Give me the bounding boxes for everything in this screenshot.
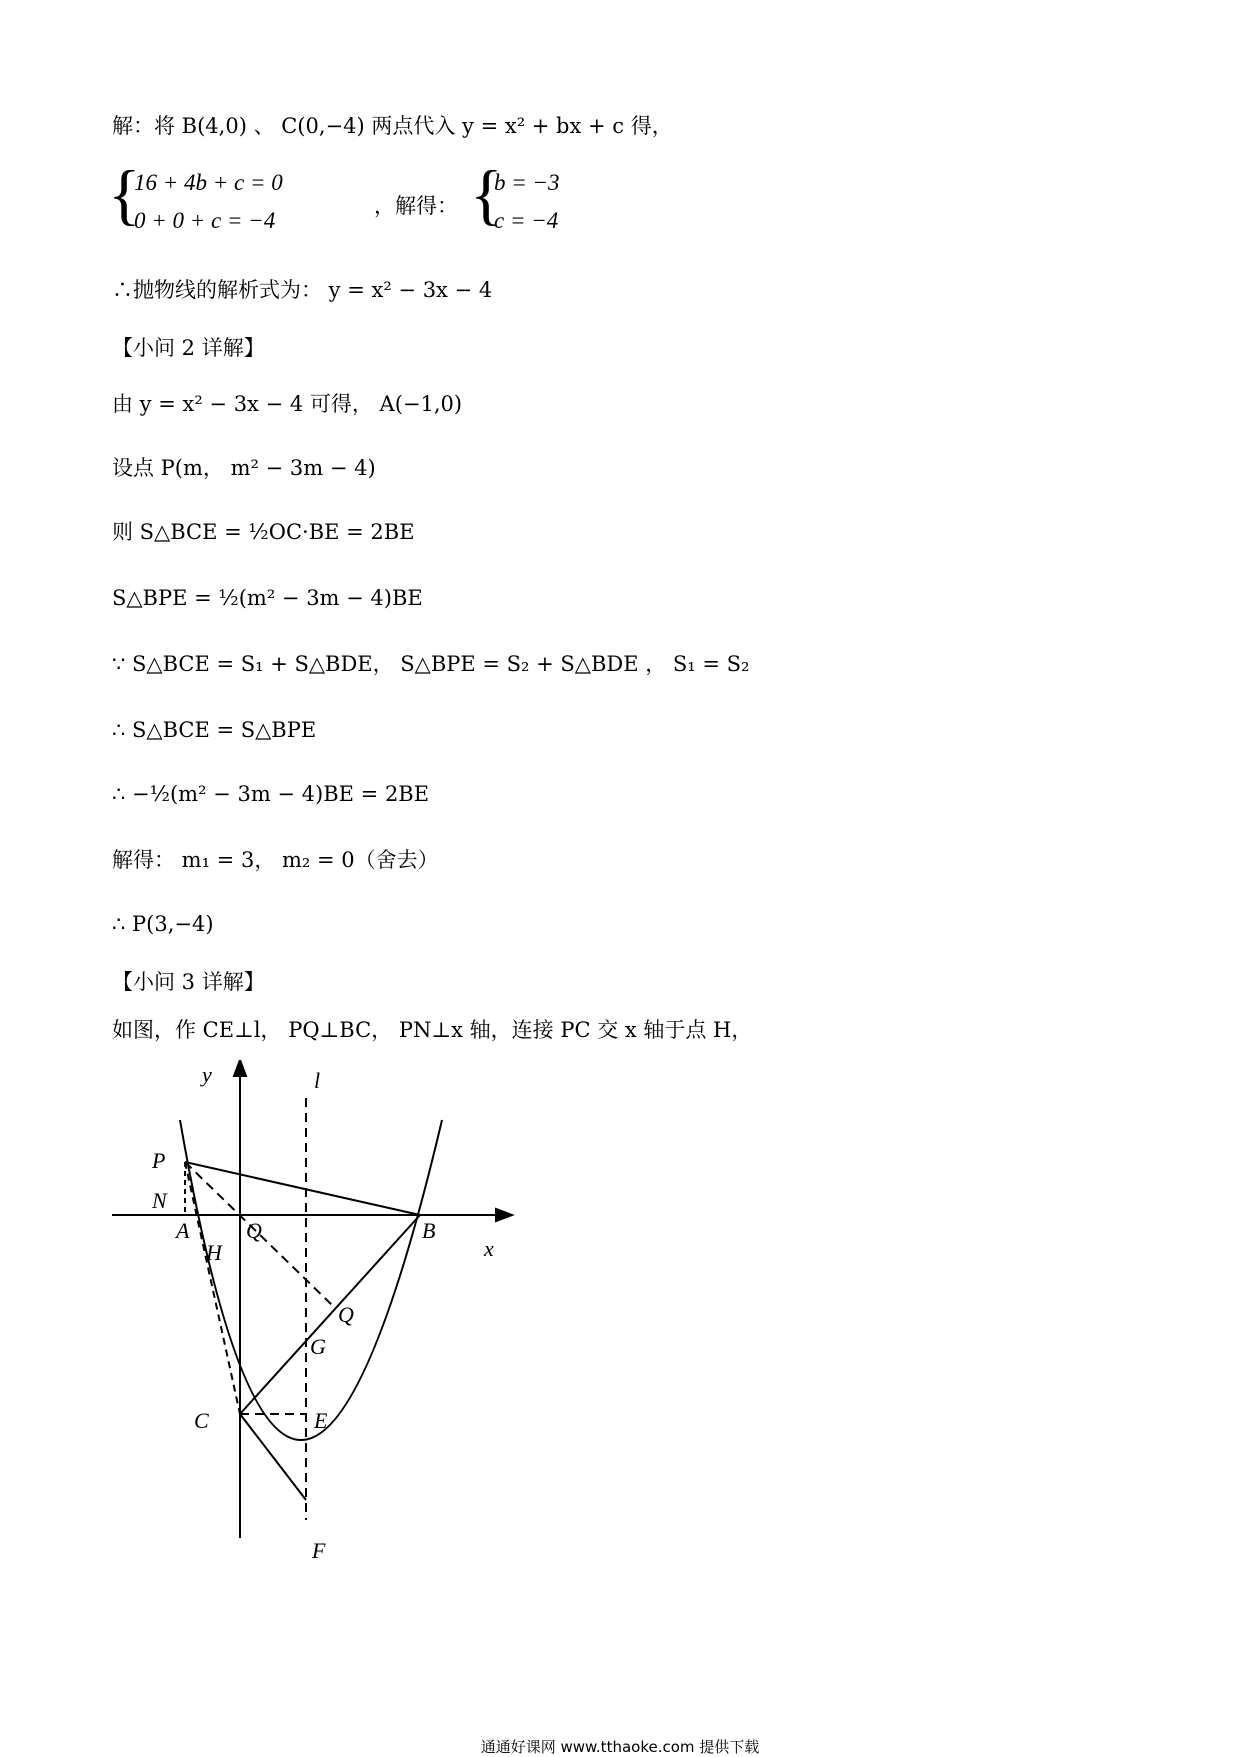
label-n: N: [152, 1188, 167, 1213]
system-solve-label: ，解得：: [374, 194, 458, 218]
point-p-line: 设点 P(m， m² − 3m − 4): [112, 456, 376, 480]
label-a: A: [176, 1218, 190, 1243]
x-axis-arrow: [496, 1209, 512, 1221]
equation-line: ∴ −½(m² − 3m − 4)BE = 2BE: [112, 782, 430, 806]
label-e: E: [314, 1408, 328, 1433]
system-eq-2: 0 + 0 + c = −4: [134, 208, 276, 233]
construction-line: 如图，作 CE⊥l， PQ⊥BC， PN⊥x 轴，连接 PC 交 x 轴于点 H，: [112, 1018, 753, 1042]
area-relation-line: ∵ S△BCE = S₁ + S△BDE， S△BPE = S₂ + S△BDE ， S₁ = S₂: [112, 652, 750, 676]
label-b: B: [422, 1218, 436, 1243]
label-c: C: [194, 1408, 209, 1433]
label-l: l: [314, 1068, 321, 1093]
section-heading-3: 【小问 3 详解】: [112, 970, 265, 994]
label-h: H: [206, 1240, 222, 1265]
left-brace-1: {: [108, 156, 141, 232]
segment-pb: [185, 1162, 420, 1215]
roots-line: 解得： m₁ = 3， m₂ = 0（舍去）: [112, 848, 439, 872]
label-y: y: [202, 1062, 212, 1087]
segment-bc: [240, 1215, 420, 1414]
parabola-diagram: [100, 1060, 520, 1580]
area-equal-line: ∴ S△BCE = S△BPE: [112, 718, 317, 742]
y-axis-arrow: [234, 1060, 246, 1076]
label-q2: Q: [338, 1302, 354, 1327]
area-bce-line: 则 S△BCE = ½OC·BE = 2BE: [112, 520, 415, 544]
left-brace-2: {: [470, 156, 503, 232]
area-bpe-line: S△BPE = ½(m² − 3m − 4)BE: [112, 586, 423, 610]
label-q1: Q: [246, 1218, 262, 1243]
point-p-result: ∴ P(3,−4): [112, 912, 214, 936]
segment-cf: [240, 1414, 306, 1500]
section-heading-2: 【小问 2 详解】: [112, 336, 265, 360]
page-footer: 通通好课网 www.tthaoke.com 提供下载: [480, 1738, 760, 1756]
solution-line-1: 解：将 B(4,0) 、 C(0,−4) 两点代入 y = x² + bx + c 得，: [112, 114, 673, 138]
system-eq-1: 16 + 4b + c = 0: [134, 170, 283, 195]
label-x: x: [484, 1236, 494, 1261]
solution-c: c = −4: [494, 208, 559, 233]
solution-b: b = −3: [494, 170, 560, 195]
point-a-line: 由 y = x² − 3x − 4 可得， A(−1,0): [112, 392, 463, 416]
parabola-expression: ∴抛物线的解析式为： y = x² − 3x − 4: [112, 278, 493, 302]
label-g: G: [310, 1334, 326, 1359]
segment-pc: [185, 1162, 240, 1414]
parabola-curve: [180, 1120, 442, 1440]
label-f: F: [312, 1538, 326, 1563]
label-p: P: [152, 1148, 166, 1173]
